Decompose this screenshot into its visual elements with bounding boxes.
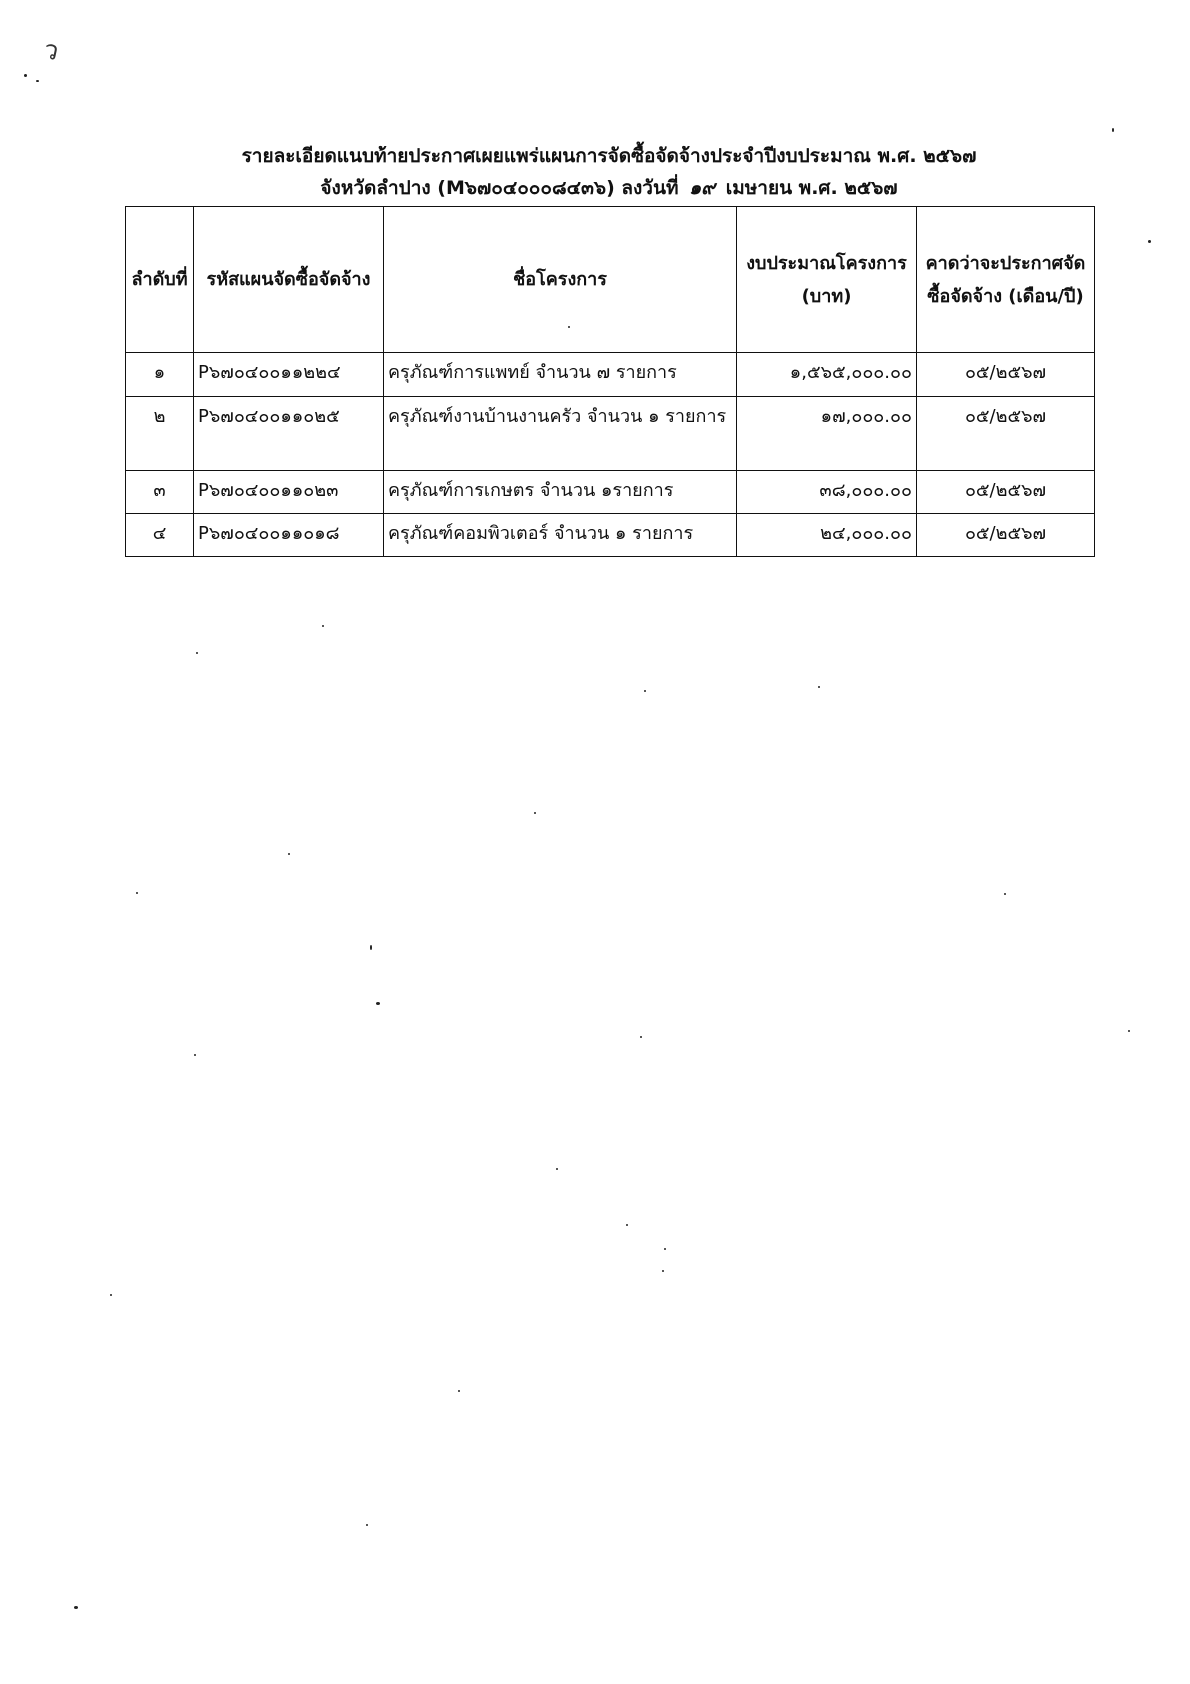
scan-speck: [74, 1606, 78, 1609]
scan-speck: [1112, 128, 1114, 132]
scan-speck: [556, 1168, 558, 1170]
cell-month: ๐๕/๒๕๖๗: [917, 397, 1095, 471]
cell-code: P๖๗๐๔๐๐๑๑๒๒๔: [194, 353, 384, 397]
document-subtitle: [125, 172, 1093, 204]
scan-speck: [136, 892, 138, 894]
subtitle-text: จังหวัดลำปาง (M๖๗๐๔๐๐๐๘๔๓๖) ลงวันที่: [320, 177, 679, 199]
scan-speck: [664, 1248, 666, 1250]
cell-no: ๑: [126, 353, 194, 397]
table-row: [126, 353, 1095, 397]
cell-name: ครุภัณฑ์การแพทย์ จำนวน ๗ รายการ: [384, 353, 737, 397]
table-row: [126, 514, 1095, 557]
scan-speck: [194, 1054, 196, 1056]
scan-speck: [110, 1294, 112, 1296]
cell-code: P๖๗๐๔๐๐๑๑๐๑๘: [194, 514, 384, 557]
cell-no: ๔: [126, 514, 194, 557]
cell-no: ๒: [126, 397, 194, 471]
scan-speck: [662, 1270, 664, 1272]
scan-speck: [322, 625, 324, 627]
scan-speck: [644, 690, 646, 692]
document-title: รายละเอียดแนบท้ายประกาศเผยแพร่แผนการจัดซื้อจัดจ้างประจำปีงบประมาณ พ.ศ. ๒๕๖๗: [241, 145, 977, 167]
cell-name: ครุภัณฑ์งานบ้านงานครัว จำนวน ๑ รายการ: [384, 397, 737, 471]
cell-budget: ๑,๕๖๕,๐๐๐.๐๐: [737, 353, 917, 397]
scan-speck: [376, 1002, 380, 1005]
scan-speck: [458, 1390, 460, 1392]
cell-month: ๐๕/๒๕๖๗: [917, 471, 1095, 514]
handwritten-corner-mark: ว: [40, 34, 62, 68]
table-row: [126, 471, 1095, 514]
scan-speck: [818, 686, 820, 688]
table-header-row: [126, 207, 1095, 353]
handwritten-day: ๑๙: [689, 177, 716, 199]
header-no: ลำดับที่: [126, 207, 194, 353]
document-header: [125, 140, 1093, 204]
cell-no: ๓: [126, 471, 194, 514]
subtitle-date-text: เมษายน พ.ศ. ๒๕๖๗: [725, 177, 898, 199]
scan-speck: [1128, 1030, 1130, 1032]
cell-code: P๖๗๐๔๐๐๑๑๐๒๕: [194, 397, 384, 471]
scan-speck: [640, 1036, 642, 1038]
scan-speck: [24, 74, 27, 77]
scan-speck: [1148, 240, 1151, 243]
header-month: คาดว่าจะประกาศจัดซื้อจัดจ้าง (เดือน/ปี): [917, 207, 1095, 353]
cell-month: ๐๕/๒๕๖๗: [917, 353, 1095, 397]
header-code: รหัสแผนจัดซื้อจัดจ้าง: [194, 207, 384, 353]
scan-speck: [1004, 893, 1006, 895]
scan-speck: [366, 1524, 368, 1526]
header-budget: งบประมาณโครงการ (บาท): [737, 207, 917, 353]
scan-speck: [196, 652, 198, 654]
cell-code: P๖๗๐๔๐๐๑๑๐๒๓: [194, 471, 384, 514]
scan-speck: [288, 853, 290, 855]
cell-budget: ๑๗,๐๐๐.๐๐: [737, 397, 917, 471]
cell-name: ครุภัณฑ์การเกษตร จำนวน ๑รายการ: [384, 471, 737, 514]
scan-speck: [626, 1224, 628, 1226]
procurement-plan-table: [125, 206, 1095, 557]
scan-speck: [534, 812, 536, 814]
header-name: ชื่อโครงการ: [384, 207, 737, 353]
cell-budget: ๓๘,๐๐๐.๐๐: [737, 471, 917, 514]
table-row: [126, 397, 1095, 471]
cell-name: ครุภัณฑ์คอมพิวเตอร์ จำนวน ๑ รายการ: [384, 514, 737, 557]
cell-month: ๐๕/๒๕๖๗: [917, 514, 1095, 557]
cell-budget: ๒๔,๐๐๐.๐๐: [737, 514, 917, 557]
scan-speck: [36, 80, 39, 82]
scan-speck: [370, 945, 372, 950]
